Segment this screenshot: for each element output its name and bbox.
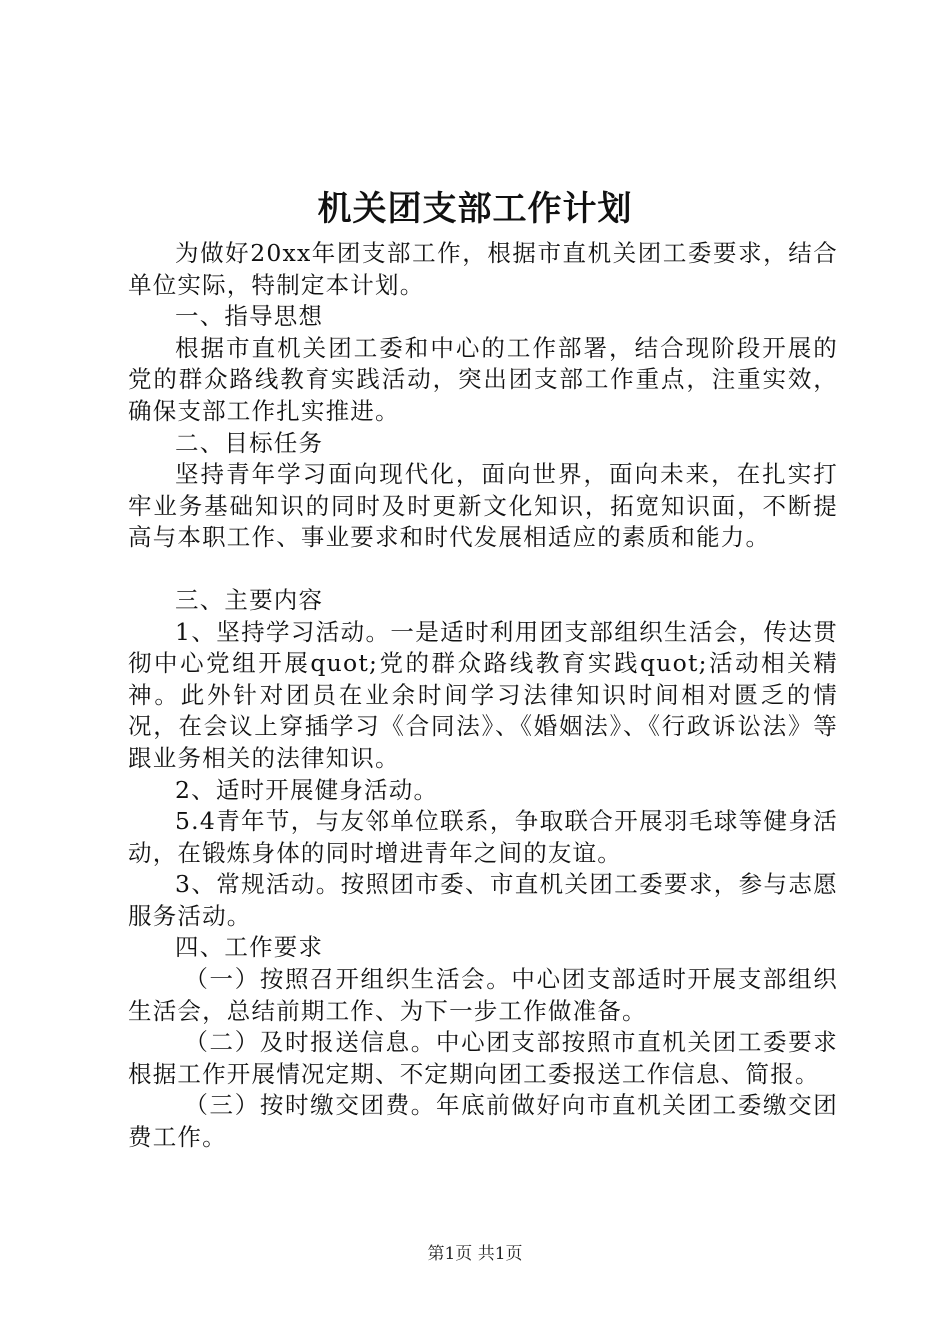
page-footer: 第1页 共1页 xyxy=(427,1244,523,1264)
intro-paragraph: 为做好20xx年团支部工作，根据市直机关团工委要求，结合单位实际，特制定本计划。 xyxy=(128,239,838,299)
guiding-thought-paragraph: 根据市直机关团工委和中心的工作部署，结合现阶段开展的党的群众路线教育实践活动，突出团支部工作重点，注重实效，确保支部工作扎实推进。 xyxy=(128,333,838,425)
requirement-two-paragraph: （二）及时报送信息。中心团支部按照市直机关团工委要求根据工作开展情况定期、不定期向团工委报送工作信息、简报。 xyxy=(128,1028,838,1088)
document-body xyxy=(128,238,838,1154)
fitness-activity-heading: 2、适时开展健身活动。 xyxy=(175,775,439,804)
goals-paragraph: 坚持青年学习面向现代化，面向世界，面向未来，在扎实打牢业务基础知识的同时及时更新文化知识，拓宽知识面，不断提高与本职工作、事业要求和时代发展相适应的素质和能力。 xyxy=(128,460,838,552)
requirement-one-paragraph: （一）按照召开组织生活会。中心团支部适时开展支部组织生活会，总结前期工作、为下一步工作做准备。 xyxy=(128,965,838,1025)
section-heading-work-requirements: 四、工作要求 xyxy=(175,933,324,962)
section-heading-guiding-thought: 一、指导思想 xyxy=(175,302,324,331)
regular-activity-paragraph: 3、常规活动。按照团市委、市直机关团工委要求，参与志愿服务活动。 xyxy=(128,870,838,930)
youth-day-paragraph: 5.4青年节，与友邻单位联系，争取联合开展羽毛球等健身活动，在锻炼身体的同时增进青年之间的友谊。 xyxy=(128,807,838,867)
section-heading-main-content: 三、主要内容 xyxy=(175,585,324,614)
study-activity-paragraph: 1、坚持学习活动。一是适时利用团支部组织生活会，传达贯彻中心党组开展quot;党的群众路线教育实践quot;活动相关精神。此外针对团员在业余时间学习法律知识时间相对匮乏的情况，在会议上穿插学习《合同法》、《婚姻法》、《行政诉讼法》等跟业务相关的法律知识。 xyxy=(128,617,838,772)
section-heading-goals: 二、目标任务 xyxy=(175,428,324,457)
document-title: 机关团支部工作计划 xyxy=(317,189,633,229)
requirement-three-paragraph: （三）按时缴交团费。年底前做好向市直机关团工委缴交团费工作。 xyxy=(128,1091,838,1152)
